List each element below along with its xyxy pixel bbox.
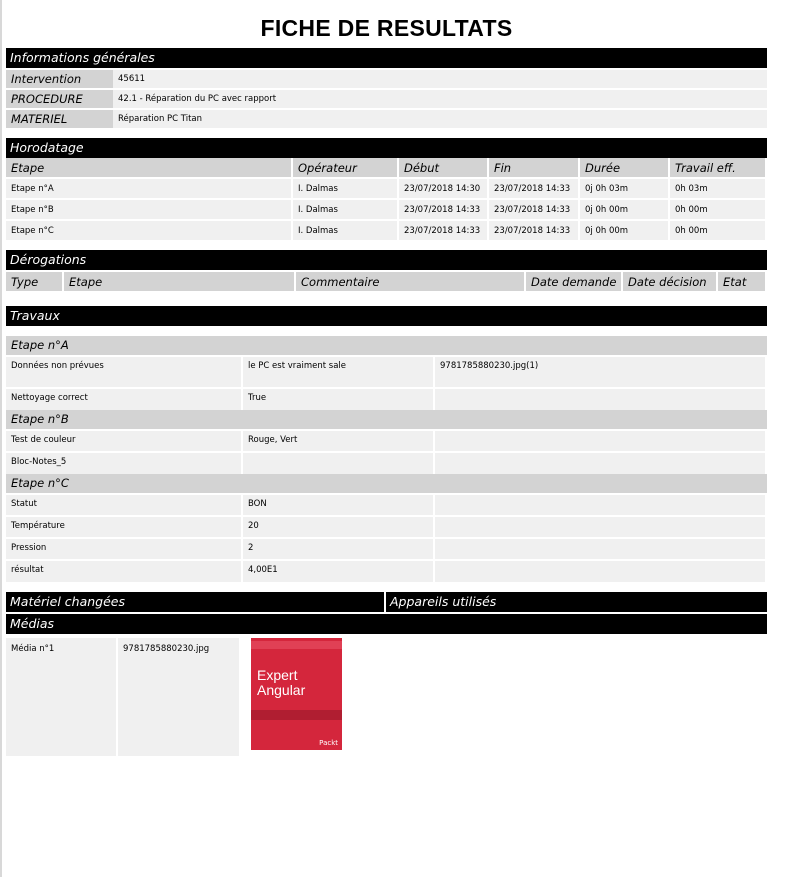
- field-value: BON: [242, 494, 434, 516]
- table-row: [6, 220, 766, 240]
- works-step-b-table: [6, 429, 767, 474]
- field-value: True: [242, 388, 434, 410]
- field-attachment: [434, 430, 766, 452]
- table-row: [6, 538, 766, 560]
- field-attachment: [434, 516, 766, 538]
- field-attachment: [434, 494, 766, 516]
- cover-subtitle-band: [251, 710, 342, 720]
- works-step-a-table: [6, 355, 767, 410]
- cell: I. Dalmas: [292, 199, 398, 220]
- book-cover-image[interactable]: [251, 638, 342, 750]
- page-title: FICHE DE RESULTATS: [260, 15, 513, 41]
- field-value: Rouge, Vert: [242, 430, 434, 452]
- field-attachment: [434, 538, 766, 560]
- column-header: Date décision: [622, 272, 717, 291]
- general-info-table: [6, 68, 767, 128]
- cover-publisher: Packt: [319, 739, 338, 747]
- cell: 23/07/2018 14:30: [398, 178, 488, 199]
- cover-title: [257, 668, 305, 698]
- cell: 0h 00m: [669, 199, 766, 220]
- cell: 0h 00m: [669, 220, 766, 240]
- field-attachment: 9781785880230.jpg(1): [434, 356, 766, 388]
- info-value: 42.1 - Réparation du PC avec rapport: [113, 89, 767, 109]
- field-value: [242, 452, 434, 474]
- cell: 0j 0h 00m: [579, 220, 669, 240]
- table-row: [6, 199, 766, 220]
- field-label: Température: [6, 516, 242, 538]
- column-header: Durée: [579, 158, 669, 178]
- works-step-c-table: [6, 493, 767, 582]
- field-attachment: [434, 388, 766, 410]
- field-attachment: [434, 452, 766, 474]
- cover-title-line: Expert: [257, 667, 298, 683]
- cell: 23/07/2018 14:33: [488, 199, 579, 220]
- field-label: Statut: [6, 494, 242, 516]
- field-value: 2: [242, 538, 434, 560]
- table-row: [6, 388, 766, 410]
- cover-author-band: [251, 641, 342, 649]
- column-header: Type: [6, 272, 63, 291]
- media-filename: 9781785880230.jpg: [117, 638, 239, 756]
- table-row: [6, 560, 766, 582]
- field-label: Données non prévues: [6, 356, 242, 388]
- cell: I. Dalmas: [292, 220, 398, 240]
- field-label: résultat: [6, 560, 242, 582]
- section-devices-header: Appareils utilisés: [386, 592, 767, 612]
- column-header: Commentaire: [295, 272, 525, 291]
- column-header: Date demande: [525, 272, 622, 291]
- info-label: MATERIEL: [6, 109, 113, 128]
- cell: 23/07/2018 14:33: [398, 220, 488, 240]
- table-row: [6, 356, 766, 388]
- column-header: Etat: [717, 272, 766, 291]
- column-header: Etape: [63, 272, 295, 291]
- table-row: [6, 430, 766, 452]
- works-step-title: Etape n°A: [6, 336, 767, 355]
- cell: 23/07/2018 14:33: [398, 199, 488, 220]
- materials-devices-bar: [6, 592, 767, 612]
- cell: Etape n°B: [6, 199, 292, 220]
- column-header: Opérateur: [292, 158, 398, 178]
- info-value: Réparation PC Titan: [113, 109, 767, 128]
- cell: 0j 0h 03m: [579, 178, 669, 199]
- results-sheet: [6, 0, 767, 756]
- page-left-border: [0, 0, 2, 877]
- info-value: 45611: [113, 69, 767, 89]
- cell: 23/07/2018 14:33: [488, 178, 579, 199]
- column-header: Etape: [6, 158, 292, 178]
- column-header: Fin: [488, 158, 579, 178]
- timestamps-header-row: [6, 158, 766, 178]
- section-timestamps-header: Horodatage: [6, 138, 767, 158]
- cell: 23/07/2018 14:33: [488, 220, 579, 240]
- derogations-header-row: [6, 272, 766, 291]
- column-header: Travail eff.: [669, 158, 766, 178]
- info-row-materiel: [6, 109, 767, 128]
- field-label: Test de couleur: [6, 430, 242, 452]
- table-row: [6, 494, 766, 516]
- works-step-title: Etape n°B: [6, 410, 767, 429]
- media-label: Média n°1: [6, 638, 117, 756]
- timestamps-table: [6, 158, 767, 240]
- cell: I. Dalmas: [292, 178, 398, 199]
- section-works-header: Travaux: [6, 306, 767, 326]
- column-header: Début: [398, 158, 488, 178]
- section-media-header: Médias: [6, 614, 767, 634]
- media-row: [6, 638, 767, 756]
- works-step-title: Etape n°C: [6, 474, 767, 493]
- derogations-table: [6, 272, 767, 291]
- field-value: 4,00E1: [242, 560, 434, 582]
- table-row: [6, 178, 766, 199]
- field-attachment: [434, 560, 766, 582]
- cell: Etape n°C: [6, 220, 292, 240]
- media-table: [6, 638, 767, 756]
- info-label: PROCEDURE: [6, 89, 113, 109]
- cell: Etape n°A: [6, 178, 292, 199]
- section-materials-header: Matériel changées: [6, 592, 384, 612]
- table-row: [6, 516, 766, 538]
- field-value: le PC est vraiment sale: [242, 356, 434, 388]
- cell: 0j 0h 00m: [579, 199, 669, 220]
- table-row: [6, 452, 766, 474]
- field-label: Pression: [6, 538, 242, 560]
- info-row-intervention: [6, 69, 767, 89]
- cover-title-line: Angular: [257, 682, 306, 698]
- section-derogations-header: Dérogations: [6, 250, 767, 270]
- info-label: Intervention: [6, 69, 113, 89]
- field-value: 20: [242, 516, 434, 538]
- cell: 0h 03m: [669, 178, 766, 199]
- field-label: Bloc-Notes_5: [6, 452, 242, 474]
- info-row-procedure: [6, 89, 767, 109]
- section-general-header: Informations générales: [6, 48, 767, 68]
- field-label: Nettoyage correct: [6, 388, 242, 410]
